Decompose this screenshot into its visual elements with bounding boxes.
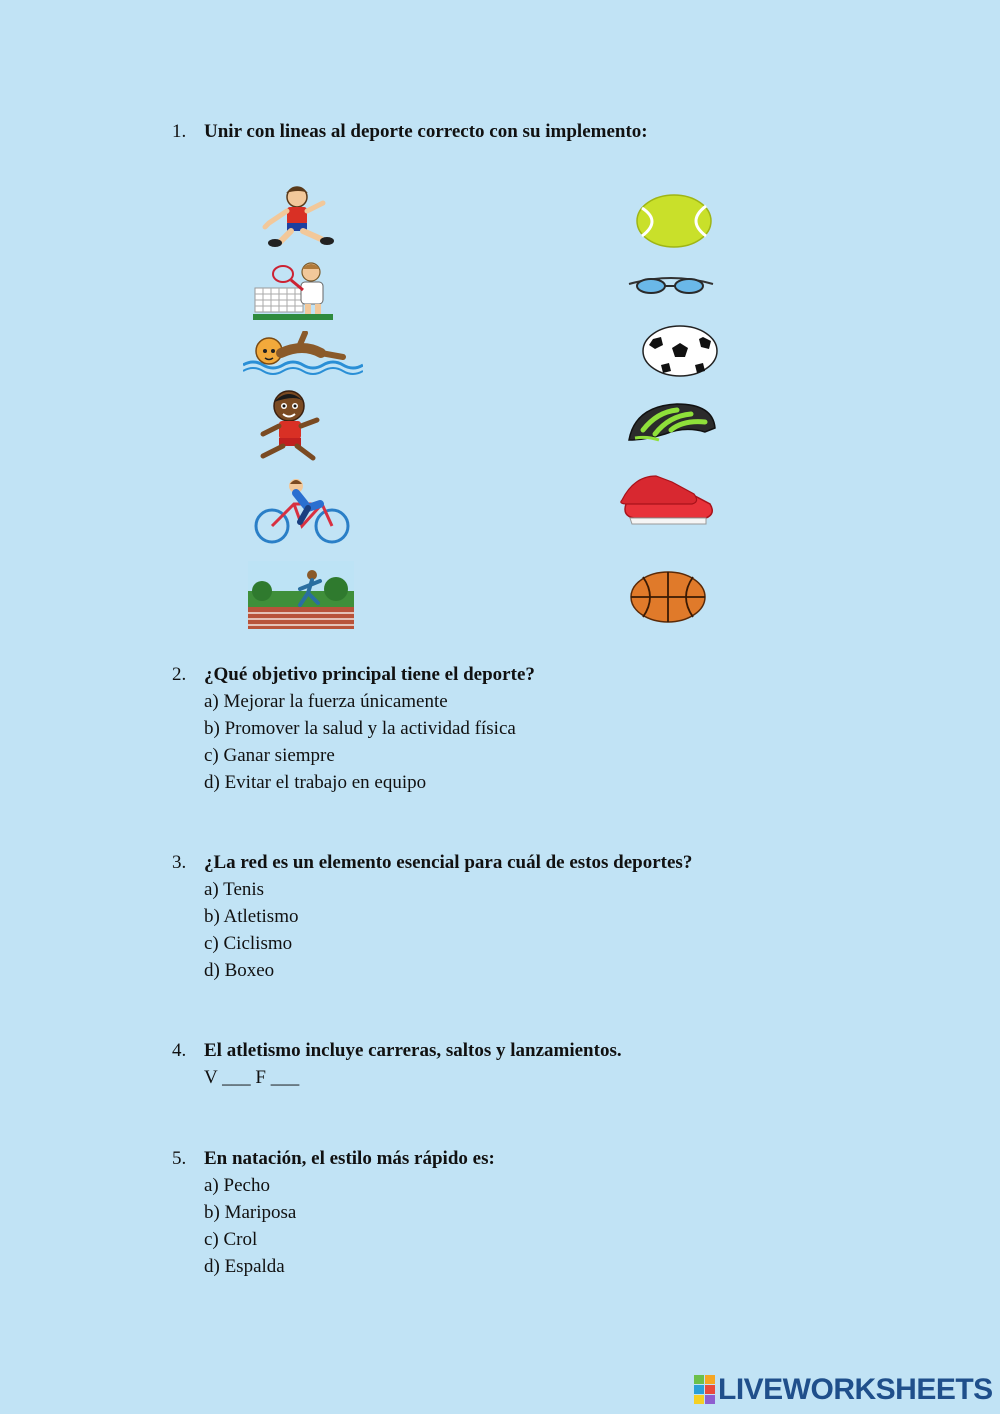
- option-a: a) Mejorar la fuerza únicamente: [204, 691, 448, 712]
- question-number: 4.: [172, 1040, 187, 1061]
- true-false-answer: V ___ F ___: [204, 1067, 300, 1088]
- runner-icon: [249, 388, 333, 462]
- tennis-ball-icon: [634, 194, 714, 248]
- question-number: 3.: [172, 852, 187, 873]
- swimmer-icon: [243, 331, 363, 377]
- question-title: ¿Qué objetivo principal tiene el deporte?: [204, 664, 535, 685]
- option-d: d) Evitar el trabajo en equipo: [204, 772, 427, 793]
- question-title: El atletismo incluye carreras, saltos y lanzamientos.: [204, 1040, 622, 1061]
- basketball-icon: [629, 571, 707, 623]
- cyclist-icon: [250, 478, 354, 544]
- option-a: a) Pecho: [204, 1175, 270, 1196]
- question-title: En natación, el estilo más rápido es:: [204, 1148, 495, 1169]
- tennis-player-icon: [253, 260, 333, 320]
- bike-helmet-icon: [625, 400, 719, 448]
- question-number: 2.: [172, 664, 187, 685]
- question-title: Unir con lineas al deporte correcto con su implemento:: [204, 121, 648, 142]
- logo-text: LIVEWORKSHEETS: [718, 1373, 993, 1406]
- option-c: c) Crol: [204, 1229, 258, 1250]
- option-b: b) Atletismo: [204, 906, 299, 927]
- option-a: a) Tenis: [204, 879, 265, 900]
- question-3: [172, 849, 692, 984]
- logo-blocks-icon: [694, 1375, 716, 1405]
- question-number: 1.: [172, 121, 187, 142]
- question-number: 5.: [172, 1148, 187, 1169]
- question-1: [172, 118, 648, 145]
- option-b: b) Promover la salud y la actividad física: [204, 718, 516, 739]
- question-5: [172, 1145, 495, 1280]
- swim-goggles-icon: [627, 272, 715, 296]
- option-d: d) Boxeo: [204, 960, 275, 981]
- question-4: [172, 1037, 622, 1091]
- option-c: c) Ganar siempre: [204, 745, 335, 766]
- option-d: d) Espalda: [204, 1256, 285, 1277]
- question-2: [172, 661, 535, 796]
- soccer-ball-icon: [641, 325, 719, 377]
- track-athlete-icon: [248, 561, 354, 629]
- question-title: ¿La red es un elemento esencial para cuál de estos deportes?: [204, 852, 693, 873]
- running-shoes-icon: [620, 474, 718, 532]
- option-c: c) Ciclismo: [204, 933, 293, 954]
- soccer-player-icon: [255, 183, 339, 247]
- option-b: b) Mariposa: [204, 1202, 297, 1223]
- liveworksheets-logo: [694, 1374, 993, 1406]
